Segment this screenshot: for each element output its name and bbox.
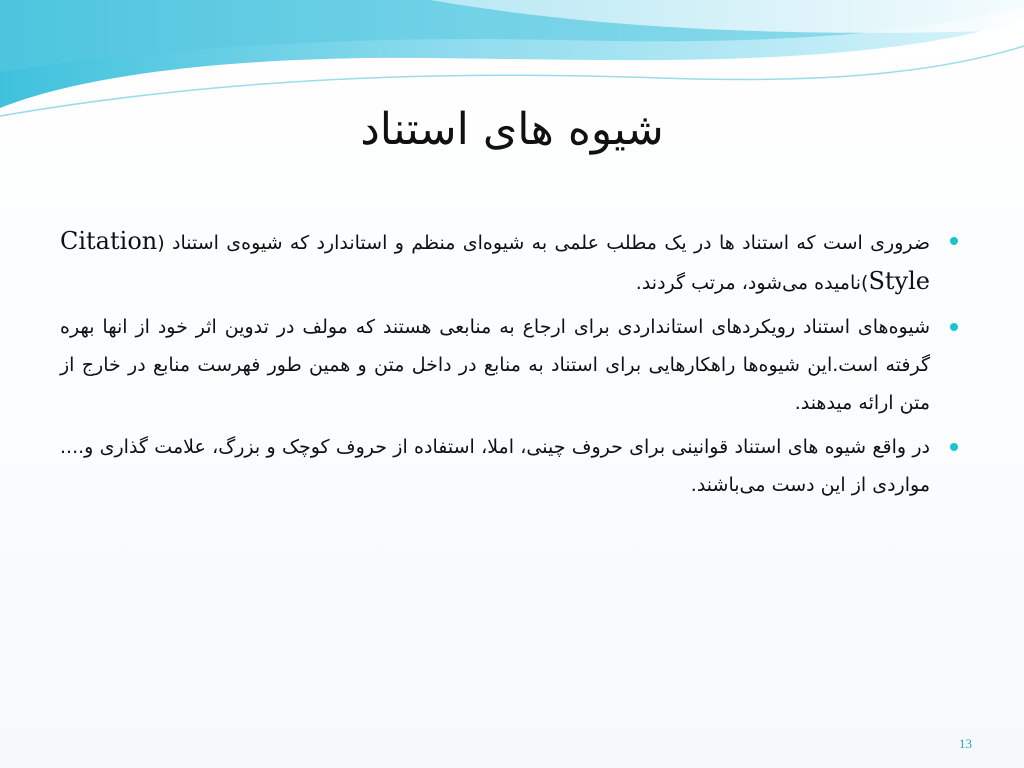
bullet-item-1 — [60, 222, 940, 302]
bullet-item-3 — [60, 428, 940, 504]
bullet-list — [60, 222, 940, 510]
bullet-dot-icon — [950, 323, 958, 331]
bullet-dot-icon — [950, 237, 958, 245]
bullet-1-text: ضروری است که استناد ها در یک مطلب علمی به شیوه‌ای منظم و استاندارد که شیوه‌ی استناد ( — [157, 232, 930, 254]
bullet-1-latin-term: Citation Style — [60, 227, 930, 295]
bullet-1-text-end: )نامیده می‌شود، مرتب گردند. — [635, 272, 869, 294]
slide-title: شیوه های استناد — [360, 104, 664, 155]
bullet-item-2 — [60, 308, 940, 422]
bullet-dot-icon — [950, 443, 958, 451]
page-number: 13 — [959, 736, 972, 751]
bullet-3-text: در واقع شیوه های استناد قوانینی برای حروف چینی، املا، استفاده از حروف کوچک و بزرگ، علامت گذاری و.... مواردی از این دست می‌باشند. — [60, 436, 930, 496]
bullet-2-text: شیوه‌های استناد رویکردهای استانداردی برای ارجاع به منابعی هستند که مولف در تدوین اثر خود از انها بهره گرفته است.این شیوه‌ها راهکارهایی برای استناد به منابع در داخل متن و همین طور فهرست منابع در خارج از متن ارائه میدهند. — [60, 316, 930, 414]
